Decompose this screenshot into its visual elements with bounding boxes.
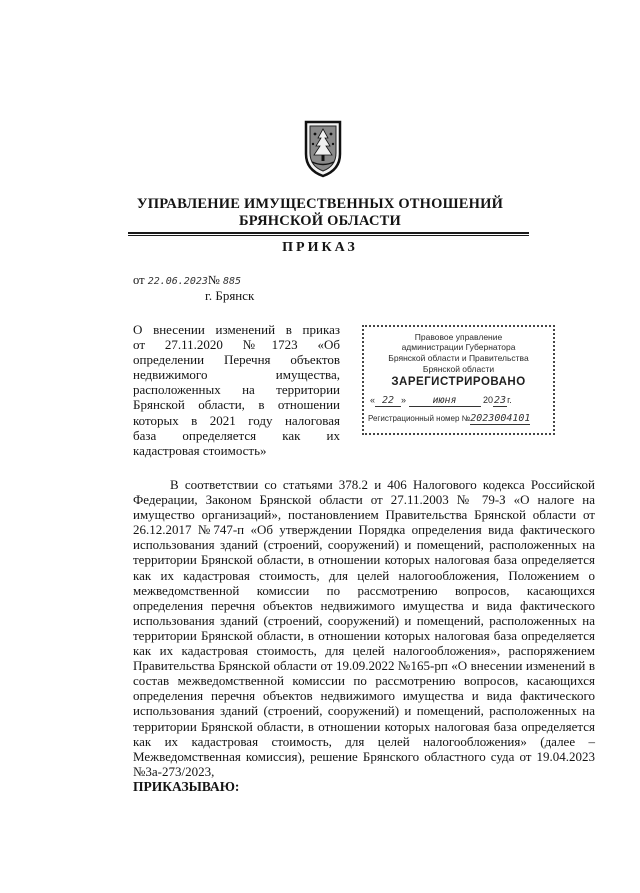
document-title: ПРИКАЗ (282, 240, 358, 255)
handwritten-number: 885 (222, 276, 242, 287)
stamp-date-line: « 22 » июня 2023г. (370, 395, 512, 406)
number-prefix: № (207, 273, 220, 287)
registration-stamp (362, 325, 555, 435)
order-subject (133, 322, 340, 458)
stamp-year-prefix: 20 (483, 395, 494, 405)
handwritten-date: 22.06.2023 (147, 276, 208, 287)
stamp-day: 22 (375, 395, 401, 407)
stamp-line: Брянской области и Правительства (388, 353, 529, 363)
order-body (133, 477, 595, 794)
subject-line: расположенных на территории (133, 382, 340, 398)
stamp-registered-label: ЗАРЕГИСТРИРОВАНО (391, 376, 526, 388)
stamp-registration-number-line (368, 413, 530, 425)
subject-line: определении Перечня объектов (133, 352, 340, 368)
coat-of-arms-icon (303, 118, 343, 178)
stamp-line: администрации Губернатора (401, 342, 516, 352)
subject-line: кадастровая стоимость» (133, 442, 267, 458)
subject-line: Брянской области, в отношении (133, 397, 340, 413)
city: г. Брянск (205, 288, 255, 303)
stamp-reg-label: Регистрационный номер № (368, 414, 471, 423)
subject-line: база определяется как их (133, 427, 340, 443)
date-prefix: от (133, 273, 145, 287)
stamp-month: июня (409, 395, 481, 407)
subject-line: О внесении изменений в приказ (133, 322, 340, 337)
header-divider-thin (128, 235, 529, 236)
organization-name-line2: БРЯНСКОЙ ОБЛАСТИ (239, 213, 401, 229)
stamp-year: 23 (494, 395, 507, 406)
organization-name-line1: УПРАВЛЕНИЕ ИМУЩЕСТВЕННЫХ ОТНОШЕНИЙ (136, 196, 504, 212)
subject-line: недвижимого имущества, (133, 367, 340, 383)
subject-line: от 27.11.2020 №1723 «Об (133, 337, 340, 353)
stamp-reg-number: 2023004101 (470, 413, 531, 424)
preamble-paragraph: В соответствии со статьями 378.2 и 406 Налогового кодекса Российской Федерации, Законом Брянской области от 27.11.2003 № 79-З «О налоге на имущество организаций», постановлением Правительства Брянской области от 26.12.2017 №747-п «Об утверждении Порядка определения вида фактического использования зданий (строений, сооружений) и помещений, расположенных на территории Брянской области, в отношении которых налоговая база определяется как их кадастровая стоимость, для целей налогообложения, Положением о межведомственной комиссии по рассмотрению вопросов, касающихся определения перечня объектов недвижимого имущества и вида фактического использования зданий (строений, сооружений) и помещений, расположенных на территории Брянской области, в отношении которых налоговая база определяется как их кадастровая стоимость, для целей налогообложения», распоряжением Правительства Брянской области от 19.09.2022 №165-рп «О внесении изменений в состав межведомственной комиссии по рассмотрению вопросов, касающихся определения перечня объектов недвижимого имущества и вида фактического использования зданий (строений, сооружений) и помещений, расположенных на территории Брянской области, в отношении которых налоговая база определяется как их кадастровая стоимость, для целей налогообложения» (далее – Межведомственная комиссия), решение Брянского областного суда от 19.04.2023 №3а-273/2023, (133, 477, 595, 779)
header-divider-thick (128, 232, 529, 234)
stamp-year-suffix: г. (507, 395, 512, 405)
order-date-line (133, 273, 241, 288)
stamp-line: Правовое управление (414, 332, 503, 342)
stamp-line: Брянской области (422, 364, 495, 374)
order-directive: ПРИКАЗЫВАЮ: (133, 778, 240, 794)
subject-line: которых в 2021 году налоговая (133, 412, 340, 428)
